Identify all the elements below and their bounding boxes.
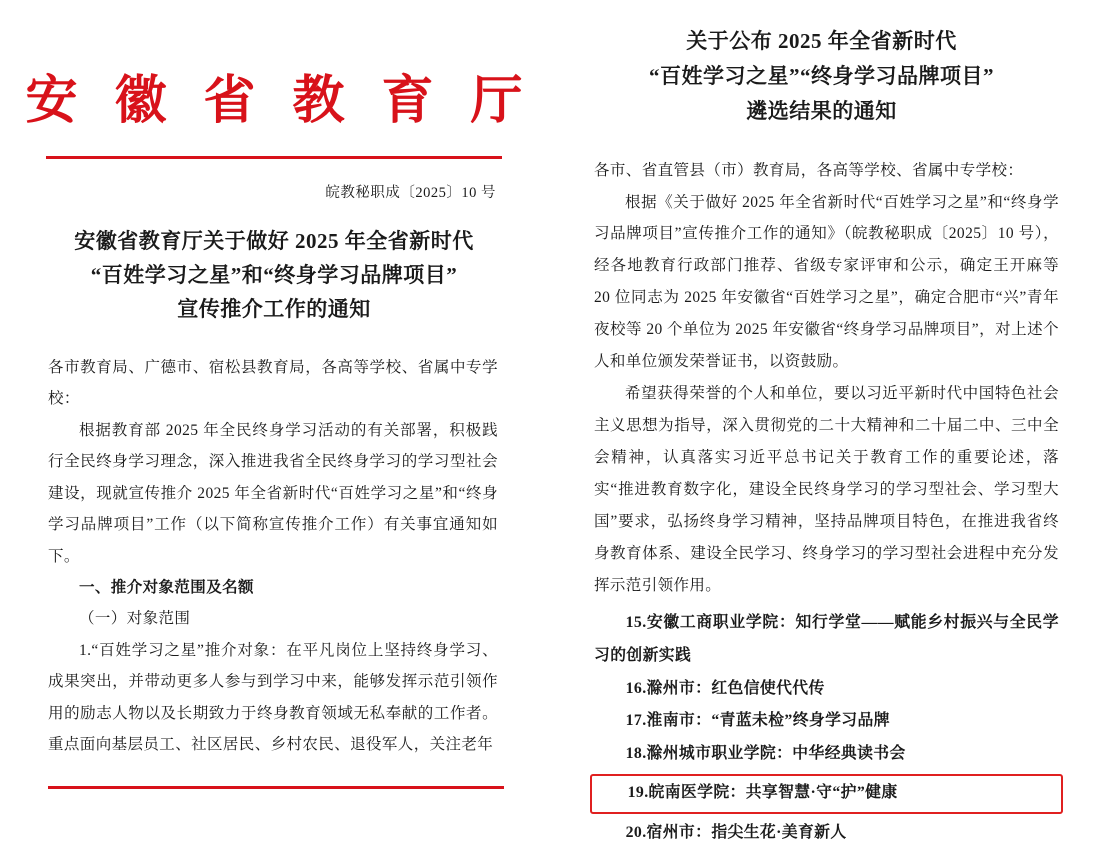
left-title-line-2: “百姓学习之星”和“终身学习品牌项目” <box>90 262 458 287</box>
document-number: 皖教秘职成〔2025〕10 号 <box>325 184 496 201</box>
right-title-line-2: “百姓学习之星”“终身学习品牌项目” <box>649 63 994 88</box>
left-recipients: 各市教育局、广德市、宿松县教育局，各高等学校、省属中专学校： <box>48 358 498 408</box>
left-title-line-3: 宣传推介工作的通知 <box>177 296 371 321</box>
right-document-title <box>588 24 1055 129</box>
left-document-title <box>46 224 502 326</box>
right-document-body <box>594 155 1059 849</box>
letterhead-title: 安 徽 省 教 育 厅 <box>25 73 535 130</box>
right-paragraph-2: 希望获得荣誉的个人和单位，要以习近平新时代中国特色社会主义思想为指导，深入贯彻党的二十大精神和二十届二中、三中全会精神，认真落实习近平总书记关于教育工作的重要论述，落实“推进教育数字化，建设全民终身学习的学习型社会、学习型大国”要求，弘扬终身学习精神，坚持品牌项目特色，在推进我省终身教育体系、建设全民学习、终身学习的学习型社会进程中充分发挥示范引领作用。 <box>594 385 1059 594</box>
list-item: 18.滁州城市职业学院：中华经典读书会 <box>625 744 906 762</box>
left-document-body <box>48 352 498 761</box>
right-document <box>548 0 1095 841</box>
list-item: 16.滁州市：红色信使代代传 <box>625 679 825 697</box>
left-section-heading: 一、推介对象范围及名额 <box>79 579 254 597</box>
left-document <box>0 0 548 805</box>
right-paragraph-1: 根据《关于做好 2025 年全省新时代“百姓学习之星”和“终身学习品牌项目”宣传推介工作的通知》（皖教秘职成〔2025〕10 号），经各地教育行政部门推荐、省级专家评审和公示，确定王开麻等 20 位同志为 2025 年安徽省“百姓学习之星”，确定合肥市“兴”青年夜校等 20 个单位为 2025 年安徽省“终身学习品牌项目”，对上述个人和单位颁发荣誉证书，以资鼓励。 <box>594 193 1059 371</box>
letterhead-divider <box>46 156 502 159</box>
left-subsection-heading: （一）对象范围 <box>79 610 191 628</box>
left-title-line-1: 安徽省教育厅关于做好 2025 年全省新时代 <box>74 228 474 253</box>
left-paragraph-1: 根据教育部 2025 年全民终身学习活动的有关部署，积极践行全民终身学习理念，深入推进我省全民终身学习的学习型社会建设，现就宣传推介 2025 年全省新时代“百姓学习之星”和“终身学习品牌项目”工作（以下简称宣传推介工作）有关事宜通知如下。 <box>48 421 498 565</box>
highlighted-list-item-box <box>590 774 1063 814</box>
letterhead <box>0 0 548 159</box>
award-list <box>594 607 1059 849</box>
list-item: 17.淮南市：“青蓝未检”终身学习品牌 <box>625 712 890 730</box>
right-title-line-1: 关于公布 2025 年全省新时代 <box>686 29 957 53</box>
list-item: 15.安徽工商职业学院：知行学堂——赋能乡村振兴与全民学习的创新实践 <box>594 614 1059 665</box>
left-subsection-text: 1.“百姓学习之星”推介对象：在平凡岗位上坚持终身学习、成果突出，并带动更多人参与到学习中来，能够发挥示范引领作用的励志人物以及长期致力于终身教育领域无私奉献的工作者。重点面向基层员工、社区居民、乡村农民、退役军人，关注老年 <box>48 641 498 754</box>
right-title-line-3: 遴选结果的通知 <box>746 98 897 123</box>
bottom-divider <box>48 786 504 789</box>
right-recipients: 各市、省直管县（市）教育局，各高等学校、省属中专学校： <box>594 161 1024 179</box>
list-item: 19.皖南医学院：共享智慧·守“护”健康 <box>627 784 898 802</box>
list-item: 20.宿州市：指尖生花·美育新人 <box>625 823 847 841</box>
